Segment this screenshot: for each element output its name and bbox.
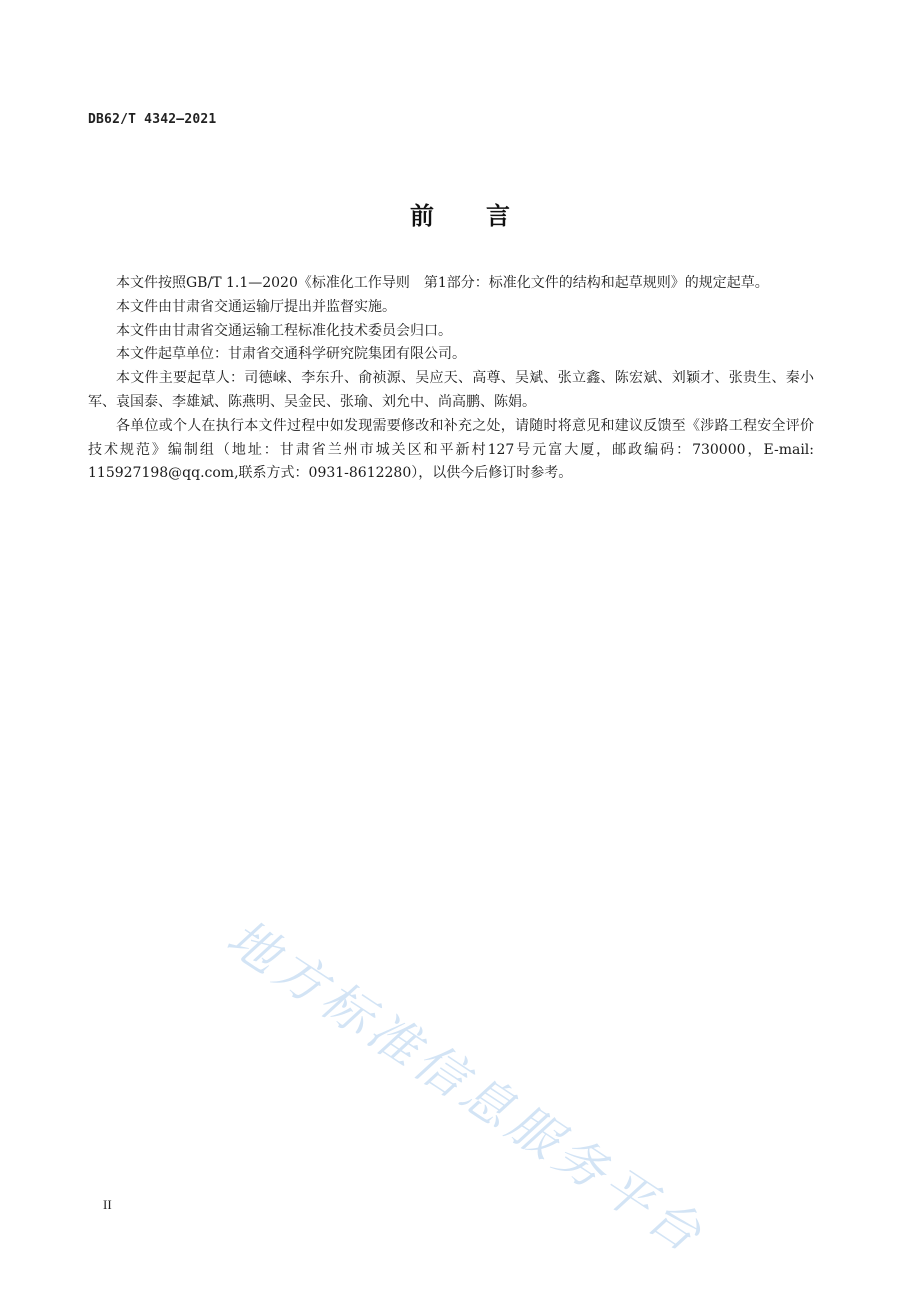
paragraph-proposer: 本文件由甘肃省交通运输厅提出并监督实施。 xyxy=(116,298,396,315)
standard-code: DB62/T 4342—2021 xyxy=(88,112,217,127)
paragraph-drafters: 本文件主要起草人：司德崃、李东升、俞祯源、吴应天、高尊、吴斌、张立鑫、陈宏斌、刘颖才、张贵生、秦小军、袁国泰、李雄斌、陈燕明、吴金民、张瑜、刘允中、尚高鹏、陈娟。 xyxy=(88,370,814,410)
foreword-body xyxy=(88,272,814,486)
paragraph-drafting-rules: 本文件按照GB/T 1.1—2020《标准化工作导则 第1部分：标准化文件的结构和起草规则》的规定起草。 xyxy=(116,275,769,291)
page-number: II xyxy=(103,1197,112,1212)
paragraph-feedback: 各单位或个人在执行本文件过程中如发现需要修改和补充之处，请随时将意见和建议反馈至《涉路工程安全评价技术规范》编制组（地址：甘肃省兰州市城关区和平新村127号元富大厦，邮政编码：730000，E-mail: 115927198@qq.com,联系方式：0931-8612280），以供今后修订时参考。 xyxy=(88,417,814,482)
paragraph-committee: 本文件由甘肃省交通运输工程标准化技术委员会归口。 xyxy=(116,322,452,339)
page-title: 前言 xyxy=(410,202,562,230)
paragraph-drafting-unit: 本文件起草单位：甘肃省交通科学研究院集团有限公司。 xyxy=(116,346,466,363)
watermark: 地方标准信息服务平台 xyxy=(216,908,716,1266)
